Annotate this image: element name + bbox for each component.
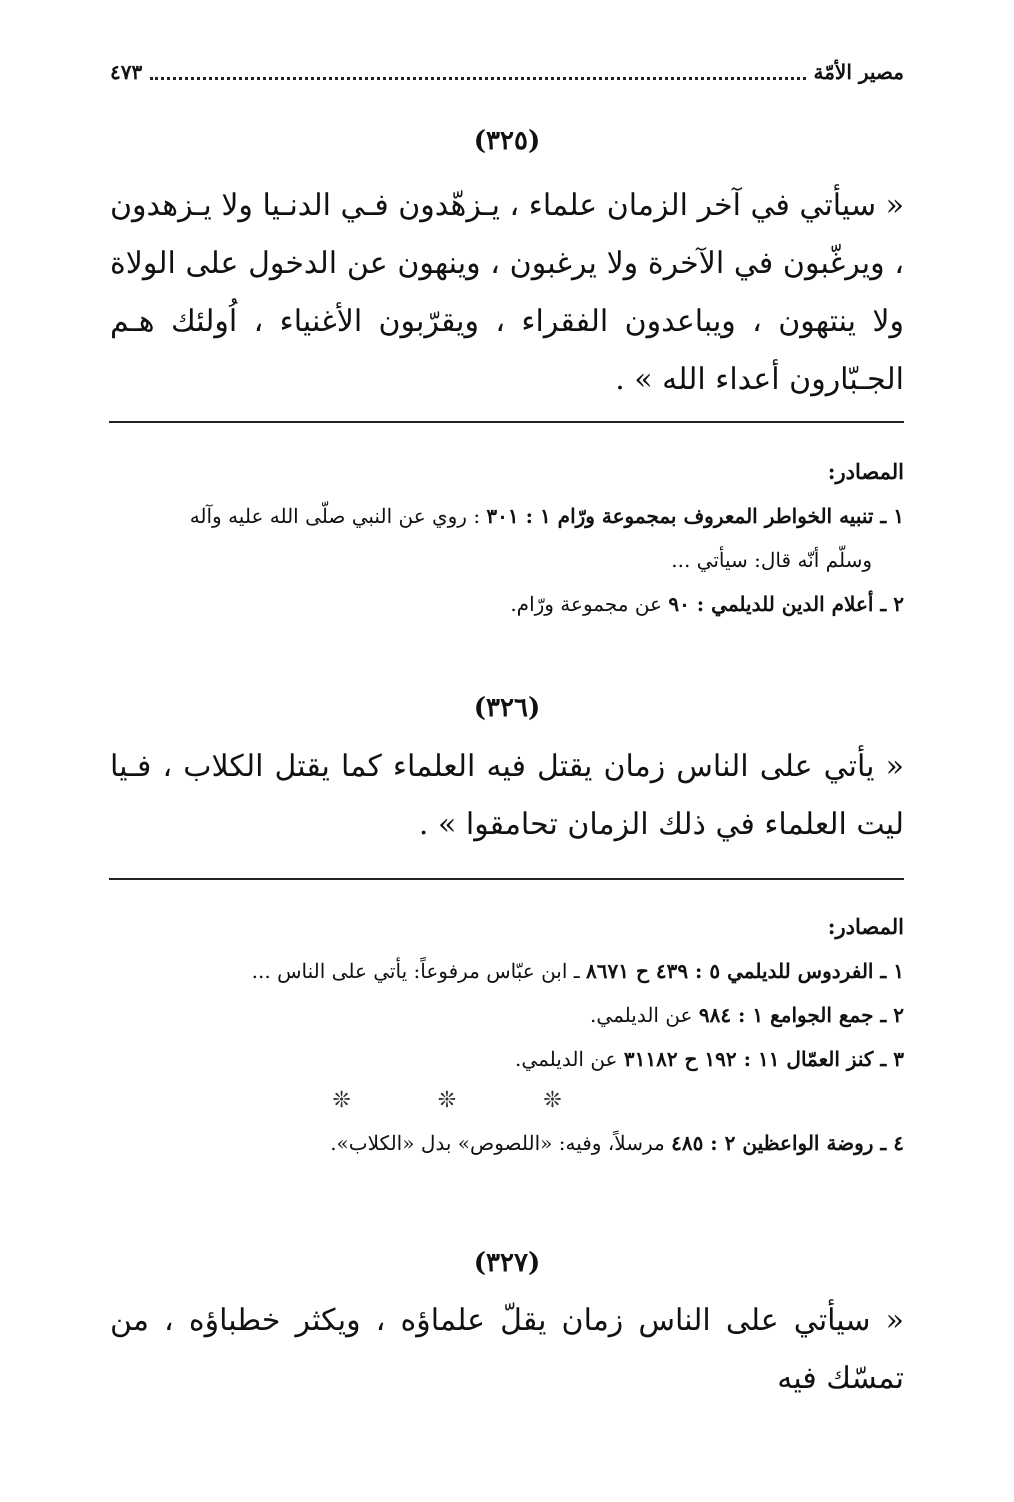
source-item: ٣ ـ كنز العمّال ١١ : ١٩٢ ح ٣١١٨٢ عن الديلمي.: [515, 1047, 904, 1071]
source-item: ١ ـ الفردوس للديلمي ٥ : ٤٣٩ ح ٨٦٧١ ـ ابن عبّاس مرفوعاً: يأتي على الناس ...: [251, 959, 904, 983]
separator-stars: ❊ ❊ ❊: [332, 1088, 602, 1113]
footnote-divider: [109, 878, 904, 880]
sources-label: المصادر:: [827, 459, 904, 484]
source-item: ٢ ـ جمع الجوامع ١ : ٩٨٤ عن الديلمي.: [590, 1003, 904, 1027]
chapter-title: مصير الأمّة: [813, 60, 904, 84]
hadith-text-326: « يأتي على الناس زمان يقتل فيه العلماء كما يقتل الكلاب ، فـيا ليت العلماء في ذلك الزمان تحامقوا » .: [110, 749, 904, 842]
footnote-divider: [109, 421, 904, 423]
source-item: ٤ ـ روضة الواعظين ٢ : ٤٨٥ مرسلاً، وفيه: «اللصوص» بدل «الكلاب».: [330, 1131, 904, 1155]
sources-block-326: [110, 905, 904, 1165]
hadith-number-325: (٣٢٥): [473, 126, 541, 156]
source-item: ٢ ـ أعلام الدين للديلمي : ٩٠ عن مجموعة ورّام.: [510, 592, 904, 616]
running-header: [110, 52, 904, 92]
hadith-text-327: « سيأتي على الناس زمان يقلّ علماؤه ، ويكثر خطباؤه ، من تمسّك فيه: [110, 1303, 904, 1396]
source-item-continued: وسلّم أنّه قال: سيأتي ...: [671, 548, 872, 572]
leader-dots: [150, 77, 805, 80]
hadith-number-327: (٣٢٧): [473, 1248, 541, 1278]
sources-block-325: [110, 450, 904, 626]
hadith-text-325: « سيأتي في آخر الزمان علماء ، يـزهّدون فـي الدنـيا ولا يـزهدون ، ويرغّبون في الآخرة ولا يرغبون ، وينهون عن الدخول على الولاة ولا ينتهون ، ويباعدون الفقراء ، ويقرّبون الأغنياء ، اُولئك هـم الجـبّارون أعداء الله » .: [110, 188, 904, 397]
page-number: ٤٧٣: [110, 60, 143, 84]
sources-label: المصادر:: [827, 914, 904, 939]
hadith-number-326: (٣٢٦): [473, 693, 541, 723]
source-item: ١ ـ تنبيه الخواطر المعروف بمجموعة ورّام ١ : ٣٠١ : روي عن النبي صلّى الله عليه وآله: [189, 504, 904, 528]
